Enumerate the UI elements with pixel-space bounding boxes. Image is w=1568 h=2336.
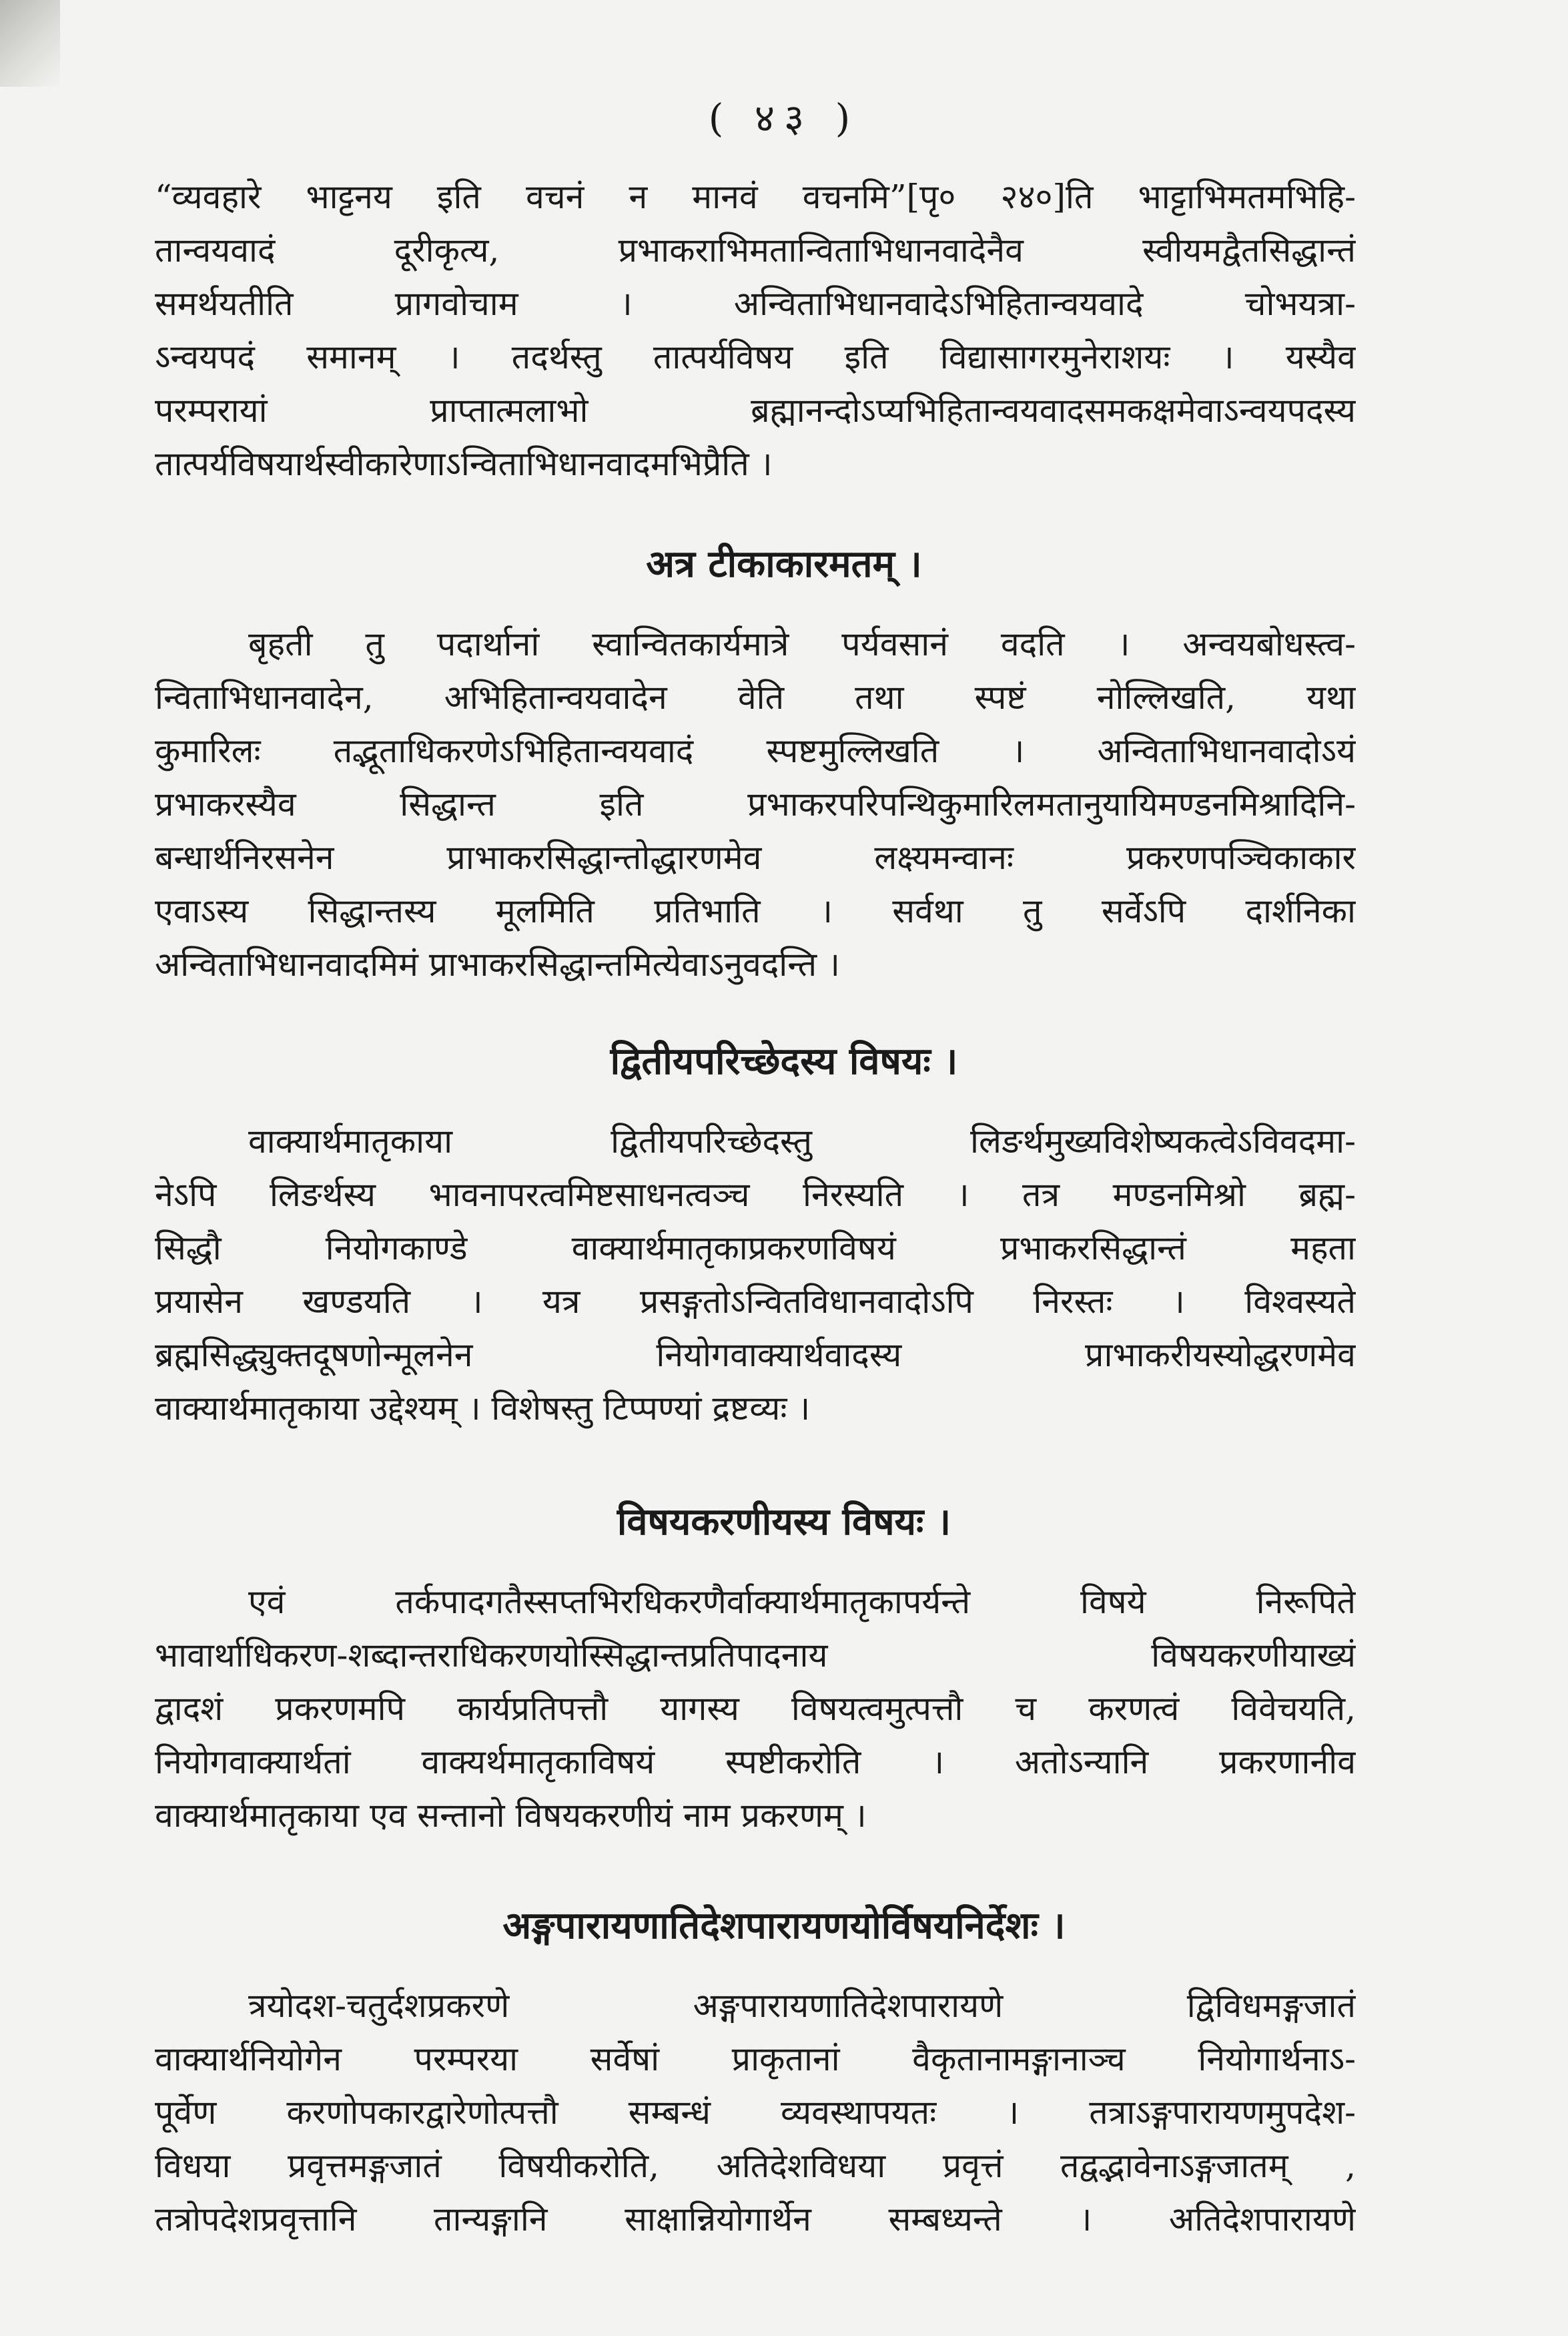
section-heading: अत्र टीकाकारमतम् । [646,542,922,586]
text-line: समर्थयतीति प्रागवोचाम । अन्विताभिधानवादेऽभिहितान्वयवादे चोभयत्रा- [155,284,1356,323]
text-line: ऽन्वयपदं समानम् । तदर्थस्तु तात्पर्यविषय इति विद्यासागरमुनेराशयः । यस्यैव [155,338,1356,376]
text-line: बन्धार्थनिरसनेन प्राभाकरसिद्धान्तोद्धारणमेव लक्ष्यमन्वानः प्रकरणपञ्चिकाकार [155,838,1356,877]
page-number: ( ४३ ) [708,95,860,141]
text-line: कुमारिलः तद्भूताधिकरणेऽभिहितान्वयवादं स्पष्टमुल्लिखति । अन्विताभिधानवादोऽयं [155,732,1356,770]
text-line: “व्यवहारे भाट्टनय इति वचनं न मानवं वचनमि”[पृ० २४०]ति भाट्टाभिमतमभिहि- [155,178,1356,216]
text-line: तान्वयवादं दूरीकृत्य, प्रभाकराभिमतान्विताभिधानवादेनैव स्वीयमद्वैतसिद्धान्तं [155,231,1356,270]
text-line: न्विताभिधानवादेन, अभिहितान्वयवादेन वेति तथा स्पष्टं नोल्लिखति, यथा [155,678,1356,717]
text-line: तात्पर्यविषयार्थस्वीकारेणाऽन्विताभिधानवादमभिप्रैति । [155,445,773,483]
text-line: परम्परायां प्राप्तात्मलाभो ब्रह्मानन्दोऽप्यभिहितान्वयवादसमकक्षमेवाऽन्वयपदस्य [155,391,1356,430]
text-line: नियोगवाक्यार्थतां वाक्यर्थमातृकाविषयं स्पष्टीकरोति । अतोऽन्यानि प्रकरणानीव [155,1743,1356,1781]
text-line: नेऽपि लिङर्थस्य भावनापरत्वमिष्टसाधनत्वञ्च निरस्यति । तत्र मण्डनमिश्रो ब्रह्म- [155,1175,1356,1214]
paragraph-commentator-view [155,617,1356,991]
paragraph-intro [155,170,1356,491]
text-line: भावार्थाधिकरण-शब्दान्तराधिकरणयोस्सिद्धान्तप्रतिपादनाय विषयकरणीयाख्यं [155,1636,1356,1675]
text-line: बृहती तु पदार्थानां स्वान्वितकार्यमात्रे पर्यवसानं वदति । अन्वयबोधस्त्व- [248,625,1356,663]
text-line: वाक्यार्थनियोगेन परम्परया सर्वेषां प्राकृतानां वैकृतानामङ्गानाञ्च नियोगार्थनाऽ- [155,2040,1356,2078]
section-heading: द्वितीयपरिच्छेदस्य विषयः । [610,1039,958,1083]
section-heading: विषयकरणीयस्य विषयः । [617,1500,951,1544]
paragraph-vishayakaraniya [155,1575,1356,1842]
text-line: सिद्धौ नियोगकाण्डे वाक्यार्थमातृकाप्रकरणविषयं प्रभाकरसिद्धान्तं महता [155,1229,1356,1267]
text-line: द्वादशं प्रकरणमपि कार्यप्रतिपत्तौ यागस्य विषयत्वमुत्पत्तौ च करणत्वं विवेचयति, [155,1689,1356,1728]
text-line: वाक्यार्थमातृकाया एव सन्तानो विषयकरणीयं नाम प्रकरणम् । [155,1796,867,1835]
text-line: ब्रह्मसिद्ध्युक्तदूषणोन्मूलनेन नियोगवाक्यार्थवादस्य प्राभाकरीयस्योद्धरणमेव [155,1336,1356,1374]
text-line: एवाऽस्य सिद्धान्तस्य मूलमिति प्रतिभाति । सर्वथा तु सर्वेऽपि दार्शनिका [155,892,1356,930]
binding-shadow [0,0,60,87]
section-heading: अङ्गपारायणातिदेशपारायणयोर्विषयनिर्देशः । [502,1904,1066,1948]
text-line: वाक्यार्थमातृकाया उद्देश्यम् । विशेषस्तु टिप्पण्यां द्रष्टव्यः । [155,1389,811,1428]
text-line: एवं तर्कपादगतैस्सप्तभिरधिकरणैर्वाक्यार्थमातृकापर्यन्ते विषये निरूपिते [248,1582,1356,1621]
text-line: तत्रोपदेशप्रवृत्तानि तान्यङ्गानि साक्षान्नियोगार्थेन सम्बध्यन्ते । अतिदेशपारायणे [155,2200,1356,2239]
paragraph-angaparayana [155,1979,1356,2246]
text-line: प्रभाकरस्यैव सिद्धान्त इति प्रभाकरपरिपन्थिकुमारिलमतानुयायिमण्डनमिश्रादिनि- [155,785,1356,824]
text-line: पूर्वेण करणोपकारद्वारेणोत्पत्तौ सम्बन्धं व्यवस्थापयतः । तत्राऽङ्गपारायणमुपदेश- [155,2093,1356,2132]
text-line: वाक्यार्थमातृकाया द्वितीयपरिच्छेदस्तु लिङर्थमुख्यविशेष्यकत्वेऽविवदमा- [248,1122,1356,1161]
text-line: अन्विताभिधानवादमिमं प्राभाकरसिद्धान्तमित्येवाऽनुवदन्ति । [155,945,840,984]
text-line: त्रयोदश-चतुर्दशप्रकरणे अङ्गपारायणातिदेशपारायणे द्विविधमङ्गजातं [248,1986,1356,2025]
text-line: विधया प्रवृत्तमङ्गजातं विषयीकरोति, अतिदेशविधया प्रवृत्तं तद्वद्भावेनाऽङ्गजातम् , [155,2146,1356,2185]
paragraph-second-chapter [155,1115,1356,1435]
text-line: प्रयासेन खण्डयति । यत्र प्रसङ्गतोऽन्वितविधानवादोऽपि निरस्तः । विश्वस्यते [155,1282,1356,1321]
